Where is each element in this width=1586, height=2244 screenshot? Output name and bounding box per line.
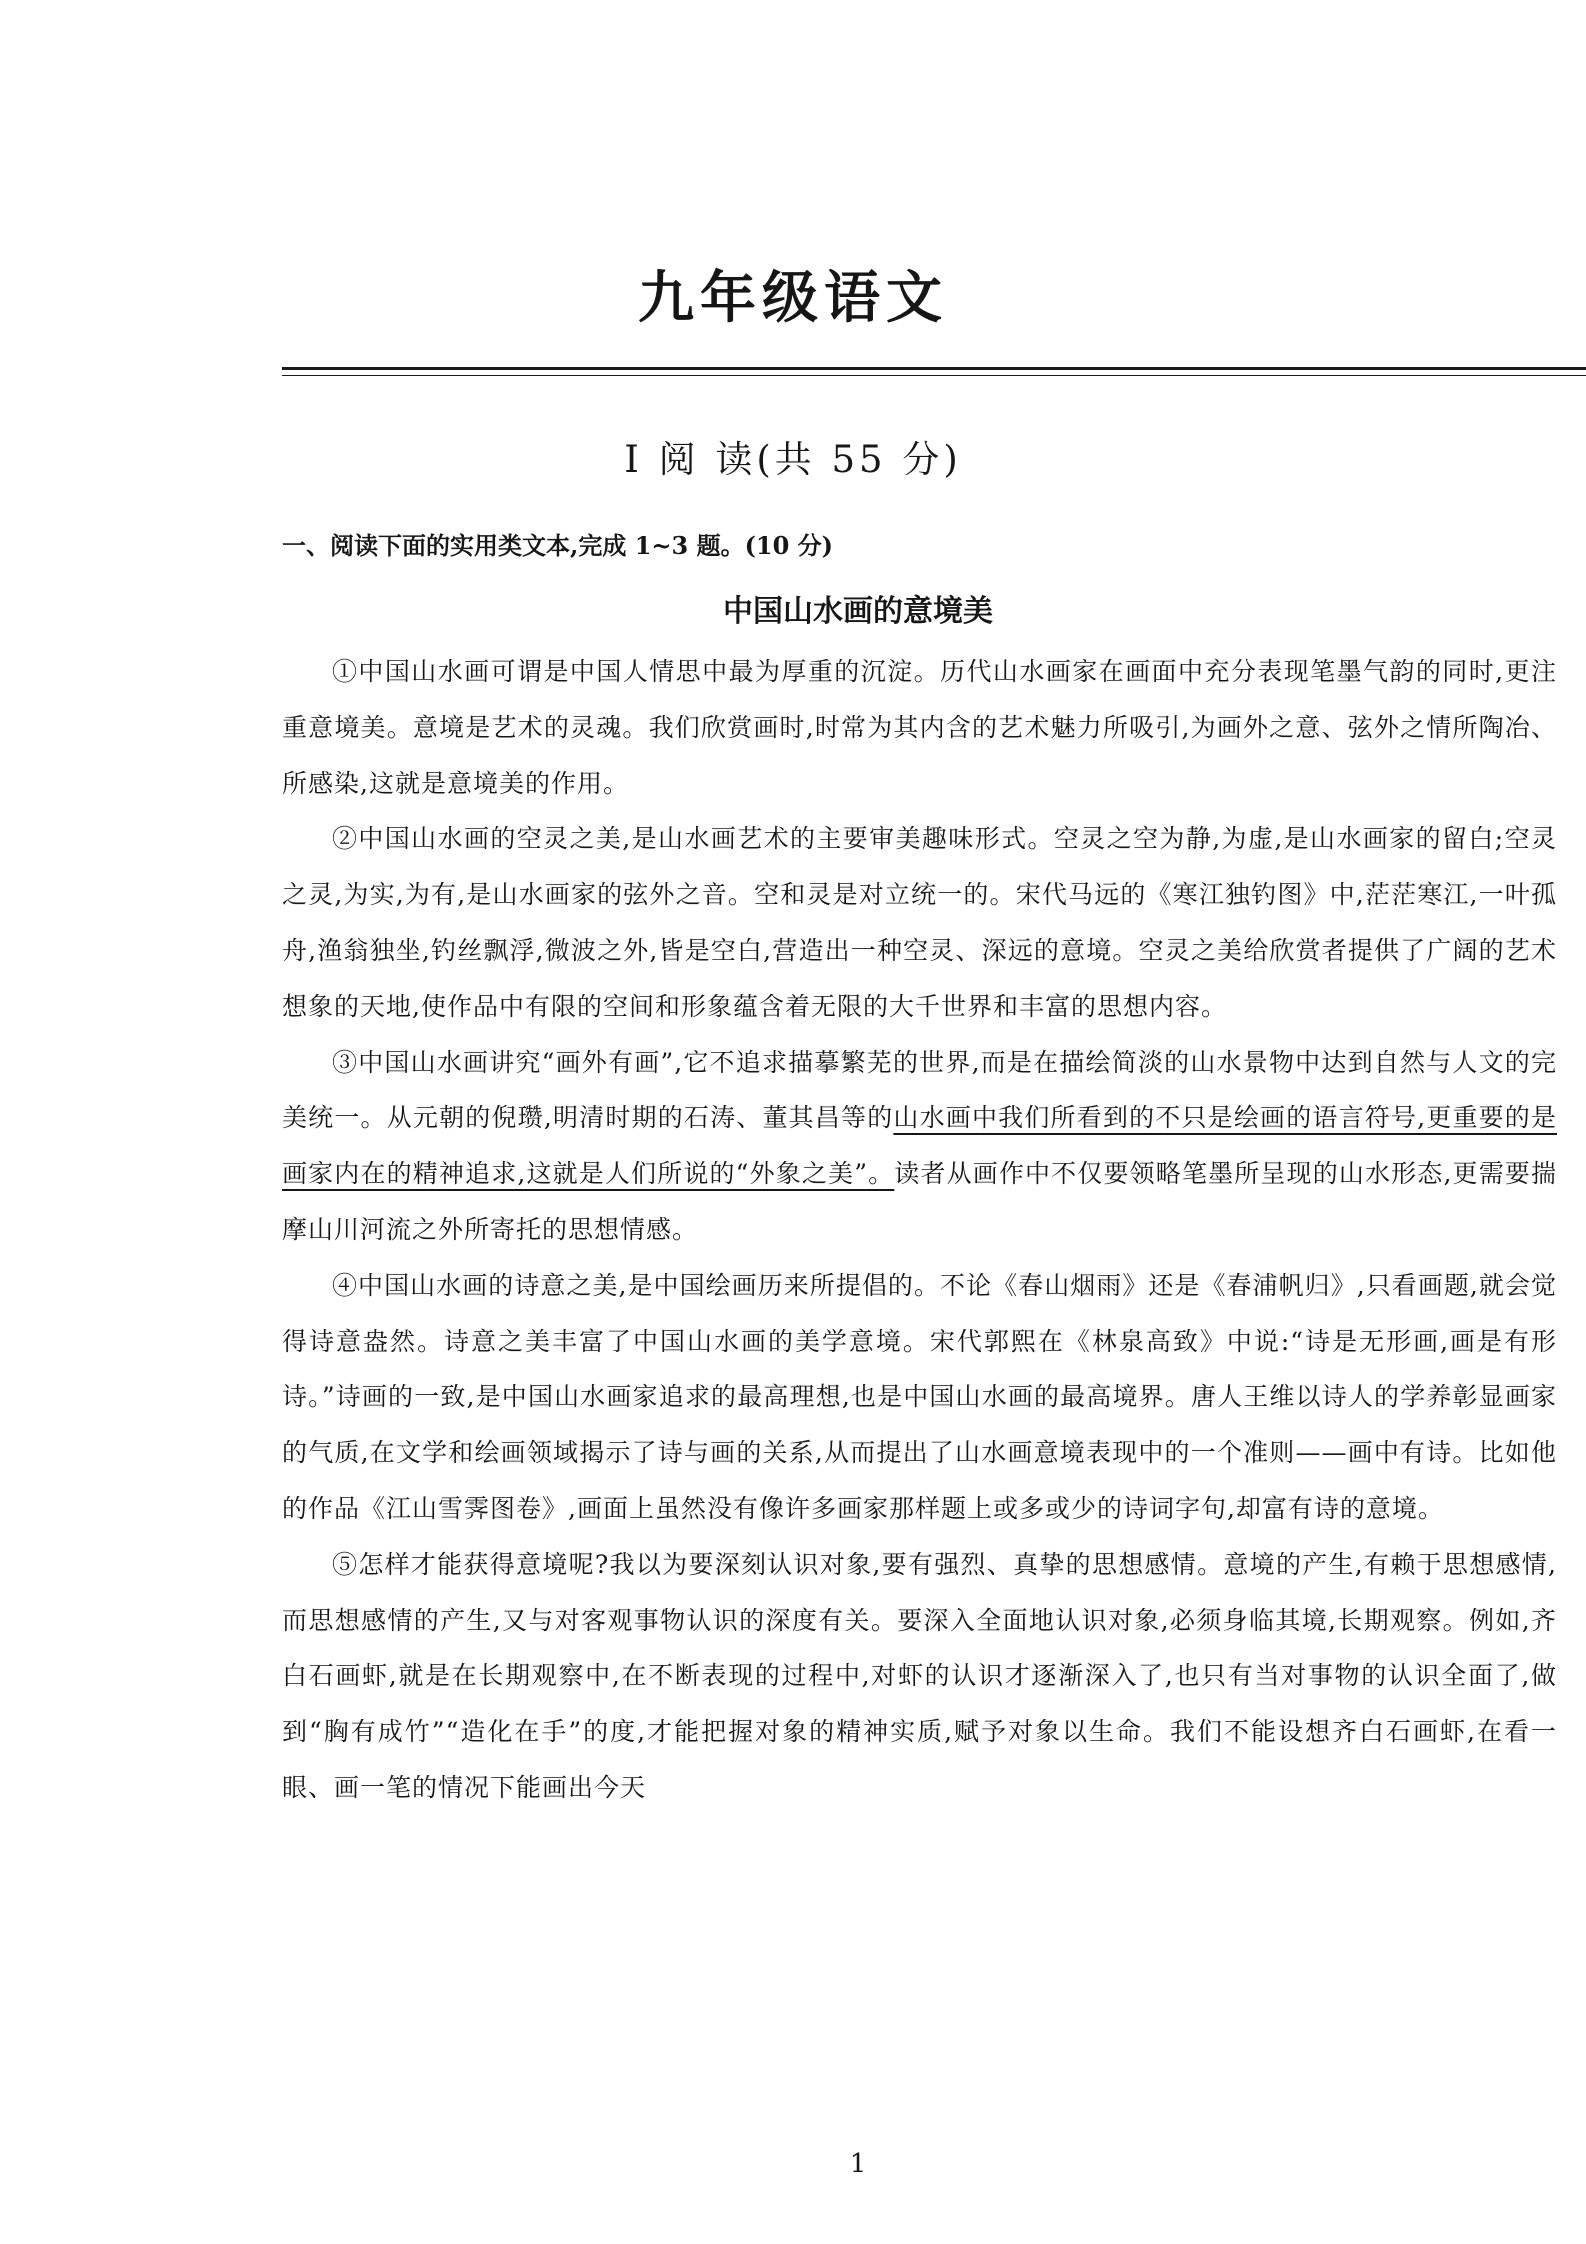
title-rule-thin — [282, 375, 1586, 376]
paragraph-1: ①中国山水画可谓是中国人情思中最为厚重的沉淀。历代山水画家在画面中充分表现笔墨气韵的同时,更注重意境美。意境是艺术的灵魂。我们欣赏画时,时常为其内含的艺术魅力所吸引,为画外之意、弦外之情所陶冶、所感染,这就是意境美的作用。 — [282, 657, 1557, 798]
paragraph-5: ⑤怎样才能获得意境呢?我以为要深刻认识对象,要有强烈、真挚的思想感情。意境的产生,有赖于思想感情,而思想感情的产生,又与对客观事物认识的深度有关。要深入全面地认识对象,必须身临其境,长期观察。例如,齐白石画虾,就是在长期观察中,在不断表现的过程中,对虾的认识才逐渐深入了,也只有当对事物的认识全面了,做到“胸有成竹”“造化在手”的度,才能把握对象的精神实质,赋予对象以生命。我们不能设想齐白石画虾,在看一眼、画一笔的情况下能画出今天 — [282, 1549, 1557, 1802]
paragraph-3-tail: 读者从画作中不仅要领略笔墨所呈现的山水形态,更需要揣摩山川河流之外所寄托的思想情感。 — [282, 1159, 1557, 1244]
paragraph-2: ②中国山水画的空灵之美,是山水画艺术的主要审美趣味形式。空灵之空为静,为虚,是山水画家的留白;空灵之灵,为实,为有,是山水画家的弦外之音。空和灵是对立统一的。宋代马远的《寒江独钓图》中,茫茫寒江,一叶孤舟,渔翁独坐,钓丝飘浮,微波之外,皆是空白,营造出一种空灵、深远的意境。空灵之美给欣赏者提供了广阔的艺术想象的天地,使作品中有限的空间和形象蕴含着无限的大千世界和丰富的思想内容。 — [282, 824, 1557, 1021]
page-number: 1 — [849, 2149, 867, 2179]
underlined-sentence: 山水画中我们所看到的不只是绘画的语言符号,更重要的是画家内在的精神追求,这就是人们所说的“外象之美”。 — [282, 1103, 1557, 1189]
paragraph-3-lead: ③中国山水画讲究“画外有画”,它不追求描摹繁芜的世界,而是在描绘简淡的山水景物中达到自然与人文的完美统一。从元朝的倪瓒,明清时期的石涛、董其昌等的 — [282, 1047, 1557, 1133]
paragraph-4: ④中国山水画的诗意之美,是中国绘画历来所提倡的。不论《春山烟雨》还是《春浦帆归》,只看画题,就会觉得诗意盎然。诗意之美丰富了中国山水画的美学意境。宋代郭熙在《林泉高致》中说:“诗是无形画,画是有形诗。”诗画的一致,是中国山水画家追求的最高理想,也是中国山水画的最高境界。唐人王维以诗人的学养彰显画家的气质,在文学和绘画领域揭示了诗与画的关系,从而提出了山水画意境表现中的一个准则——画中有诗。比如他的作品《江山雪霁图卷》,画面上虽然没有像许多画家那样题上或多或少的诗词字句,却富有诗的意境。 — [282, 1270, 1557, 1523]
section-heading: Ⅰ 阅 读(共 55 分) — [624, 438, 962, 481]
paragraph-3 — [282, 1035, 1557, 1258]
page-title: 九年级语文 — [638, 265, 948, 331]
article-body — [282, 644, 1557, 1816]
question-heading: 一、阅读下面的实用类文本,完成 1~3 题。(10 分) — [282, 531, 834, 560]
article-title: 中国山水画的意境美 — [723, 594, 993, 629]
title-rule-thick — [282, 367, 1586, 370]
